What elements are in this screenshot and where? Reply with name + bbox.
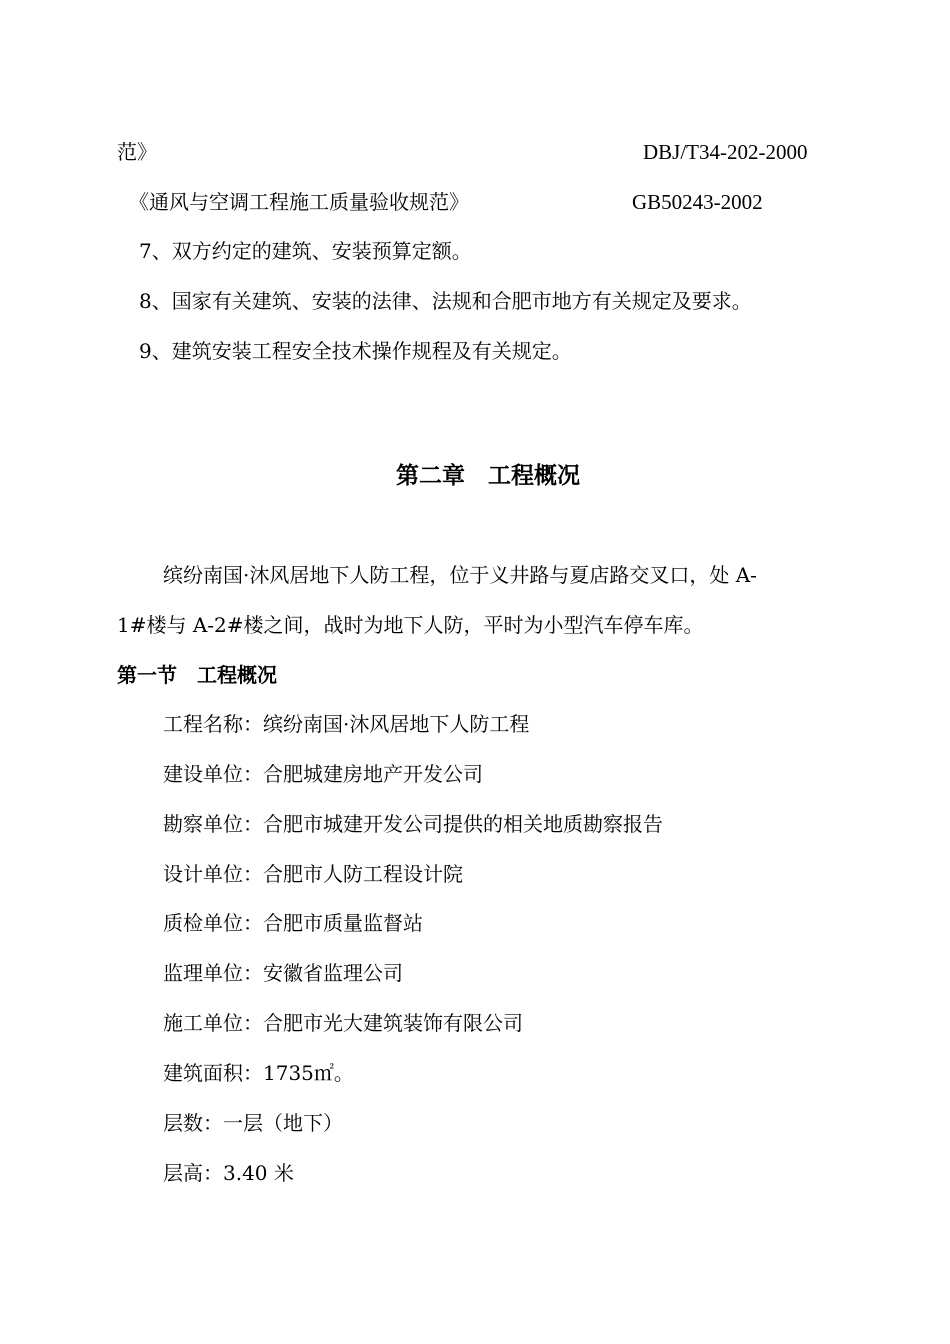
standard-code: GB50243-2002 (632, 190, 763, 214)
detail-line: 施工单位：合肥市光大建筑装饰有限公司 (163, 1011, 523, 1035)
basis-item: 7、双方约定的建筑、安装预算定额。 (139, 239, 472, 263)
basis-item: 9、建筑安装工程安全技术操作规程及有关规定。 (139, 339, 572, 363)
detail-line: 监理单位：安徽省监理公司 (163, 961, 403, 985)
detail-line: 工程名称：缤纷南国·沐风居地下人防工程 (163, 712, 530, 736)
detail-line: 建设单位：合肥城建房地产开发公司 (163, 762, 483, 786)
detail-line: 质检单位：合肥市质量监督站 (163, 911, 423, 935)
intro-line: 1#楼与 A-2#楼之间，战时为地下人防，平时为小型汽车停车库。 (117, 613, 704, 637)
detail-line: 建筑面积：1735㎡。 (163, 1061, 354, 1085)
detail-line: 层高：3.40 米 (163, 1161, 294, 1185)
standard-name: 范》 (117, 140, 157, 164)
chapter-title: 第二章 工程概况 (396, 463, 580, 489)
intro-line: 缤纷南国·沐风居地下人防工程，位于义井路与夏店路交叉口，处 A- (163, 563, 757, 587)
detail-line: 勘察单位：合肥市城建开发公司提供的相关地质勘察报告 (163, 812, 663, 836)
detail-line: 层数：一层（地下） (163, 1111, 343, 1135)
standard-code: DBJ/T34-202-2000 (643, 140, 808, 164)
detail-line: 设计单位：合肥市人防工程设计院 (163, 862, 463, 886)
basis-item: 8、国家有关建筑、安装的法律、法规和合肥市地方有关规定及要求。 (139, 289, 752, 313)
standard-name: 《通风与空调工程施工质量验收规范》 (129, 190, 469, 214)
section-title: 第一节 工程概况 (117, 663, 277, 687)
